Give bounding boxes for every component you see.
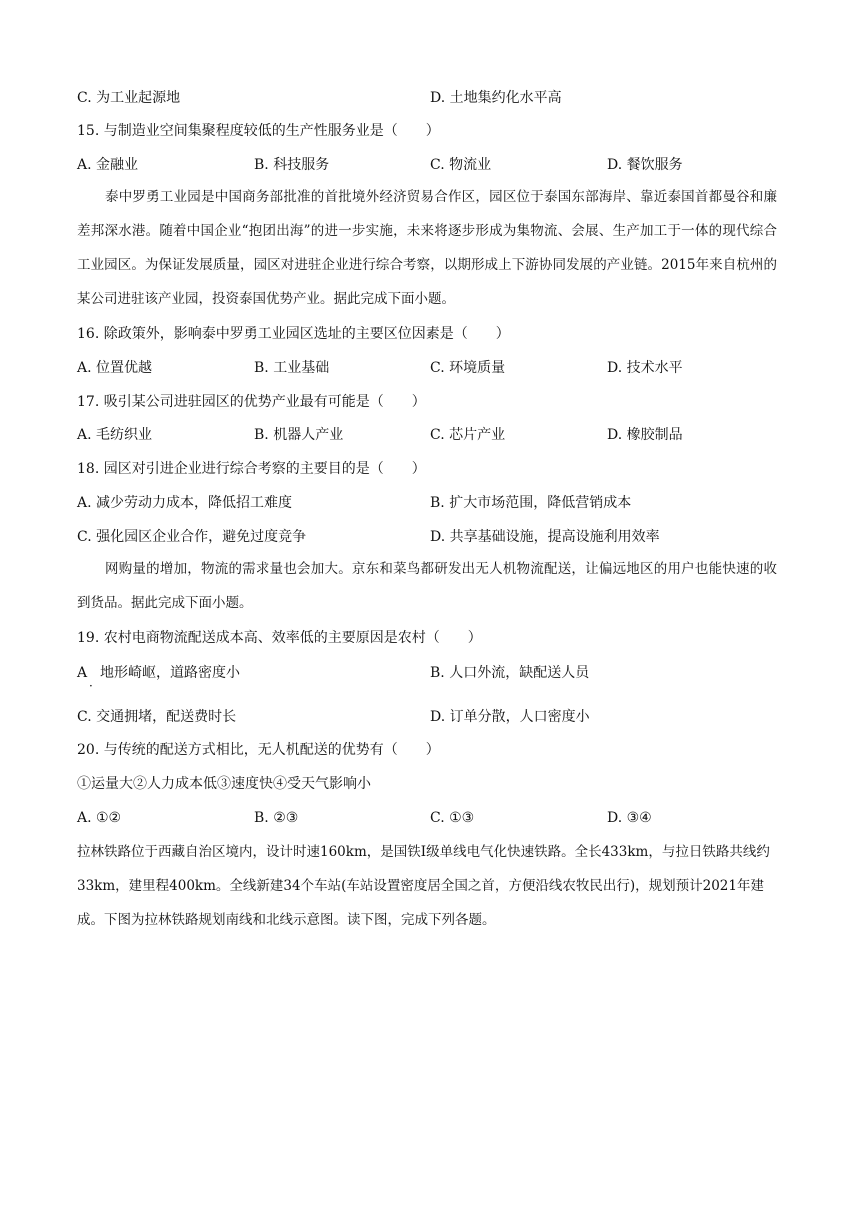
q15-option-d: D. 餐饮服务 [607, 157, 683, 173]
q18-option-a: A. 减少劳动力成本，降低招工难度 [77, 495, 293, 511]
q20-stem: 20. 与传统的配送方式相比，无人机配送的优势有（ ） [77, 742, 440, 758]
q16-option-b: B. 工业基础 [254, 360, 330, 376]
q16-option-a: A. 位置优越 [77, 360, 153, 376]
q15-option-a: A. 金融业 [77, 157, 139, 173]
q20-statements: ①运量大②人力成本低③速度快④受天气影响小 [77, 776, 371, 792]
q19-option-d: D. 订单分散，人口密度小 [430, 709, 590, 725]
q17-option-a: A. 毛纺织业 [77, 427, 153, 443]
q14-option-d: D. 土地集约化水平高 [430, 90, 562, 106]
q17-option-c: C. 芯片产业 [430, 427, 506, 443]
q16-option-c: C. 环境质量 [430, 360, 506, 376]
q17-option-d: D. 橡胶制品 [607, 427, 683, 443]
q17-option-b: B. 机器人产业 [254, 427, 344, 443]
passage-drone-delivery: 网购量的增加，物流的需求量也会加大。京东和菜鸟都研发出无人机物流配送，让偏远地区的用户也能快速的收到货品。据此完成下面小题。 [77, 561, 777, 611]
q16-stem: 16. 除政策外，影响泰中罗勇工业园区选址的主要区位因素是（ ） [77, 326, 510, 342]
q19-option-c: C. 交通拥堵，配送费时长 [77, 709, 237, 725]
q14-option-c: C. 为工业起源地 [77, 90, 181, 106]
q16-option-d: D. 技术水平 [607, 360, 683, 376]
q15-stem: 15. 与制造业空间集聚程度较低的生产性服务业是（ ） [77, 123, 440, 139]
q20-option-d: D. ③④ [607, 810, 652, 826]
q20-option-b: B. ②③ [254, 810, 299, 826]
q19-option-b: B. 人口外流，缺配送人员 [430, 665, 590, 681]
q19-option-a-letter: A [77, 665, 88, 681]
passage-lhasa-nyingchi-railway: 拉林铁路位于西藏自治区境内，设计时速160km，是国铁Ⅰ级单线电气化快速铁路。全长433km，与拉日铁路共线约33km，建里程400km。全线新建34个车站(车站设置密度居全国之首，方便沿线农牧民出行)，规划预计2021年建成。下图为拉林铁路规划南线和北线示意图。读下图，完成下列各题。 [77, 844, 770, 928]
q18-option-c: C. 强化园区企业合作，避免过度竞争 [77, 529, 307, 545]
q19-option-a-text: 地形崎岖，道路密度小 [100, 665, 240, 681]
q15-option-c: C. 物流业 [430, 157, 492, 173]
q20-option-c: C. ①③ [430, 810, 475, 826]
q20-option-a: A. ①② [77, 810, 122, 826]
q19-option-a-dot: · [89, 679, 93, 693]
q15-option-b: B. 科技服务 [254, 157, 330, 173]
q18-stem: 18. 园区对引进企业进行综合考察的主要目的是（ ） [77, 461, 426, 477]
q18-option-b: B. 扩大市场范围，降低营销成本 [430, 495, 632, 511]
passage-rayong-industrial-park: 泰中罗勇工业园是中国商务部批准的首批境外经济贸易合作区，园区位于泰国东部海岸、靠近泰国首都曼谷和廉差邦深水港。随着中国企业“抱团出海”的进一步实施，未来将逐步形成为集物流、会展、生产加工于一体的现代综合工业园区。为保证发展质量，园区对进驻企业进行综合考察，以期形成上下游协同发展的产业链。2015年来自杭州的某公司进驻该产业园，投资泰国优势产业。据此完成下面小题。 [77, 189, 777, 307]
q18-option-d: D. 共享基础设施，提高设施利用效率 [430, 529, 660, 545]
q17-stem: 17. 吸引某公司进驻园区的优势产业最有可能是（ ） [77, 394, 426, 410]
q19-stem: 19. 农村电商物流配送成本高、效率低的主要原因是农村（ ） [77, 630, 482, 646]
